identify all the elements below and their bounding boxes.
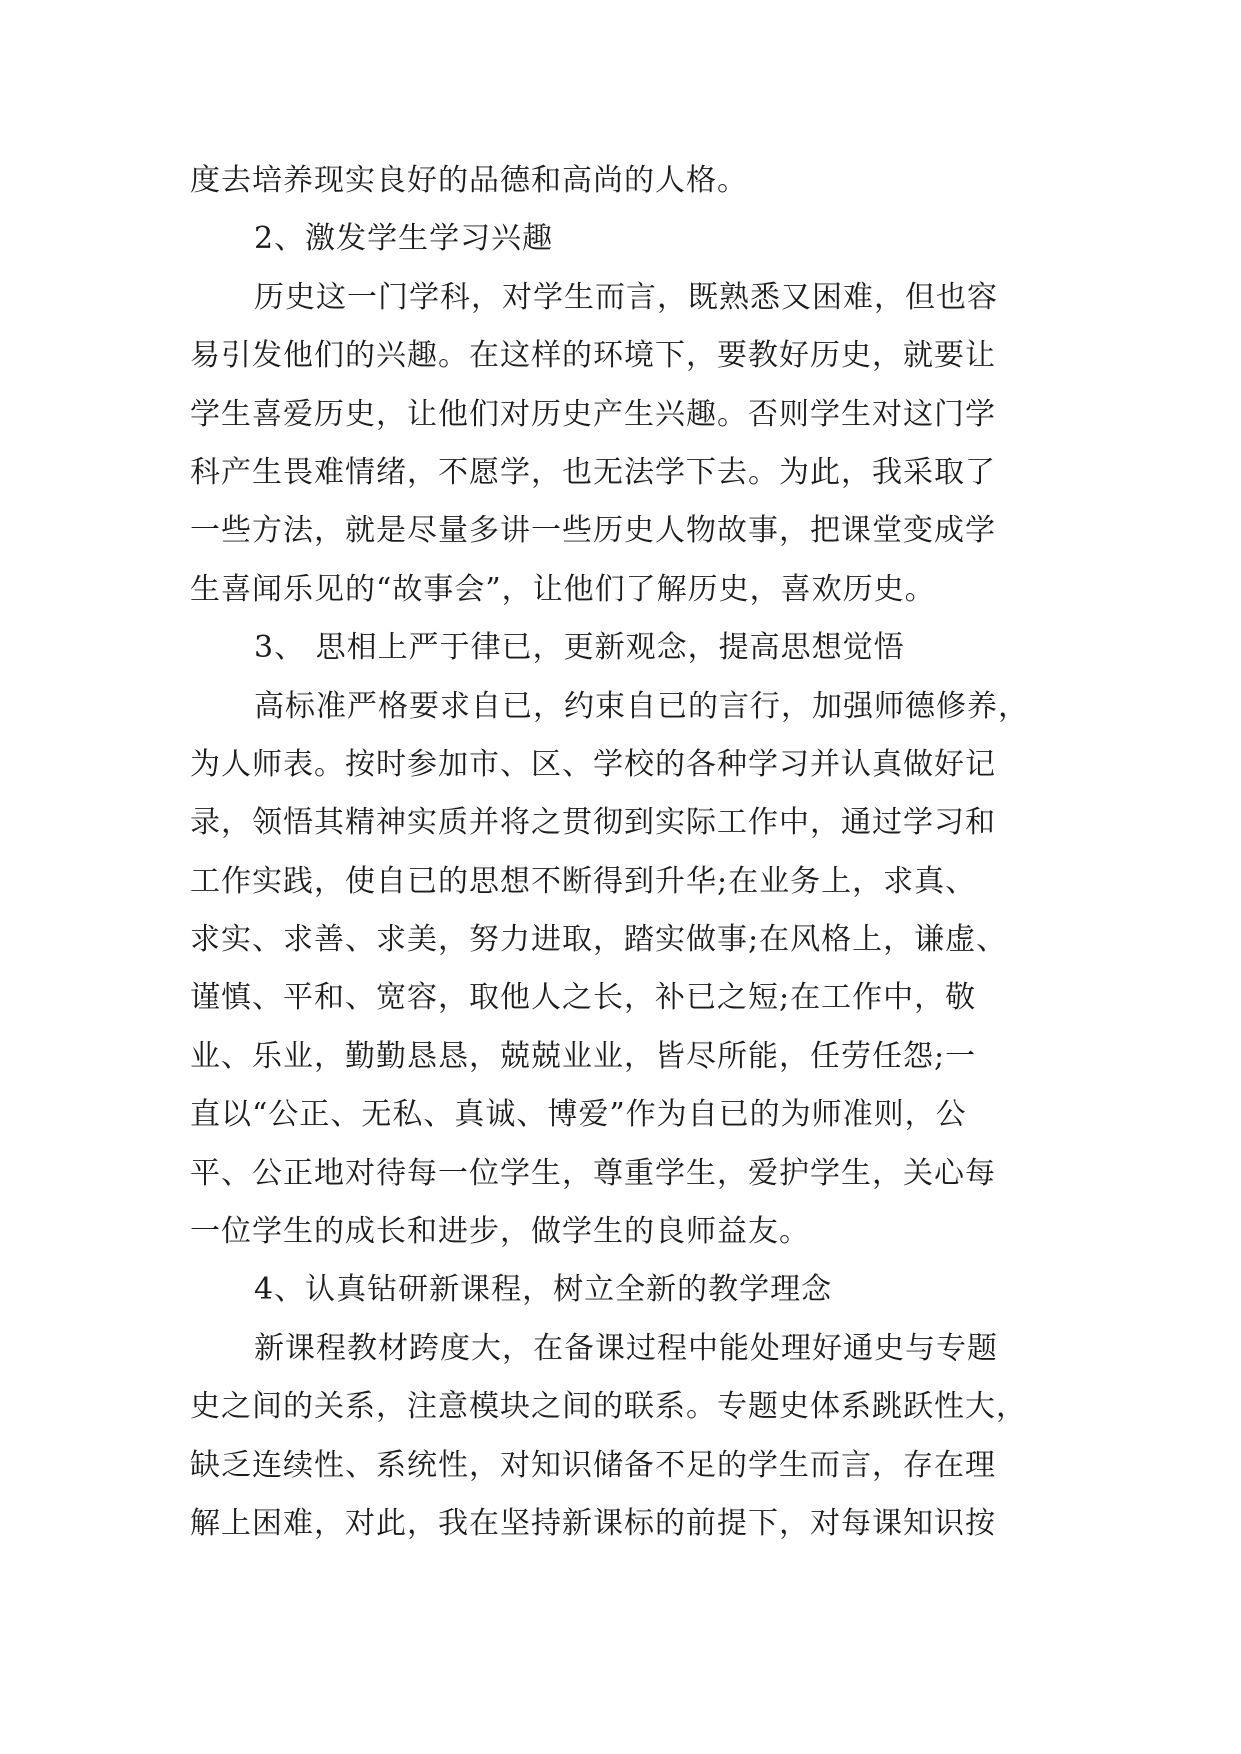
text-line: 为人师表。按时参加市、区、学校的各种学习并认真做好记	[190, 746, 996, 782]
text-line: 一些方法，就是尽量多讲一些历史人物故事，把课堂变成学	[190, 513, 996, 549]
text-line: 新课程教材跨度大，在备课过程中能处理好通史与专题	[254, 1330, 998, 1366]
text-line: 史之间的关系，注意模块之间的联系。专题史体系跳跃性大，	[190, 1389, 1027, 1425]
text-line: 2、激发学生学习兴趣	[254, 221, 554, 257]
text-line: 高标准严格要求自已，约束自已的言行，加强师德修养，	[254, 688, 1029, 724]
text-line: 业、乐业，勤勤恳恳，兢兢业业，皆尽所能，任劳任怨;一	[190, 1038, 977, 1074]
text-line: 4、认真钻研新课程，树立全新的教学理念	[254, 1272, 833, 1308]
text-line: 历史这一门学科，对学生而言，既熟悉又困难，但也容	[254, 279, 998, 315]
text-line: 一位学生的成长和进步，做学生的良师益友。	[190, 1214, 810, 1250]
text-line: 科产生畏难情绪，不愿学，也无法学下去。为此，我采取了	[190, 454, 996, 490]
text-line: 录，领悟其精神实质并将之贯彻到实际工作中，通过学习和	[190, 805, 996, 841]
text-line: 缺乏连续性、系统性，对知识储备不足的学生而言，存在理	[190, 1447, 996, 1483]
text-line: 工作实践，使自已的思想不断得到升华;在业务上，求真、	[190, 863, 977, 899]
text-line: 谨慎、平和、宽容，取他人之长，补已之短;在工作中，敬	[190, 980, 977, 1016]
text-line: 生喜闻乐见的“故事会”，让他们了解历史，喜欢历史。	[190, 571, 936, 607]
text-line: 平、公正地对待每一位学生，尊重学生，爱护学生，关心每	[190, 1155, 996, 1191]
text-line: 求实、求善、求美，努力进取，踏实做事;在风格上，谦虚、	[190, 922, 1008, 958]
text-line: 学生喜爱历史，让他们对历史产生兴趣。否则学生对这门学	[190, 396, 996, 432]
text-line: 易引发他们的兴趣。在这样的环境下，要教好历史，就要让	[190, 338, 996, 374]
text-line: 解上困难，对此，我在坚持新课标的前提下，对每课知识按	[190, 1505, 996, 1541]
text-line: 3、 思相上严于律已，更新观念，提高思想觉悟	[254, 630, 905, 666]
text-line: 直以“公正、无私、真诚、博爱”作为自已的为师准则，公	[190, 1097, 967, 1133]
document-body	[190, 152, 1070, 1553]
text-line: 度去培养现实良好的品德和高尚的人格。	[190, 163, 748, 198]
